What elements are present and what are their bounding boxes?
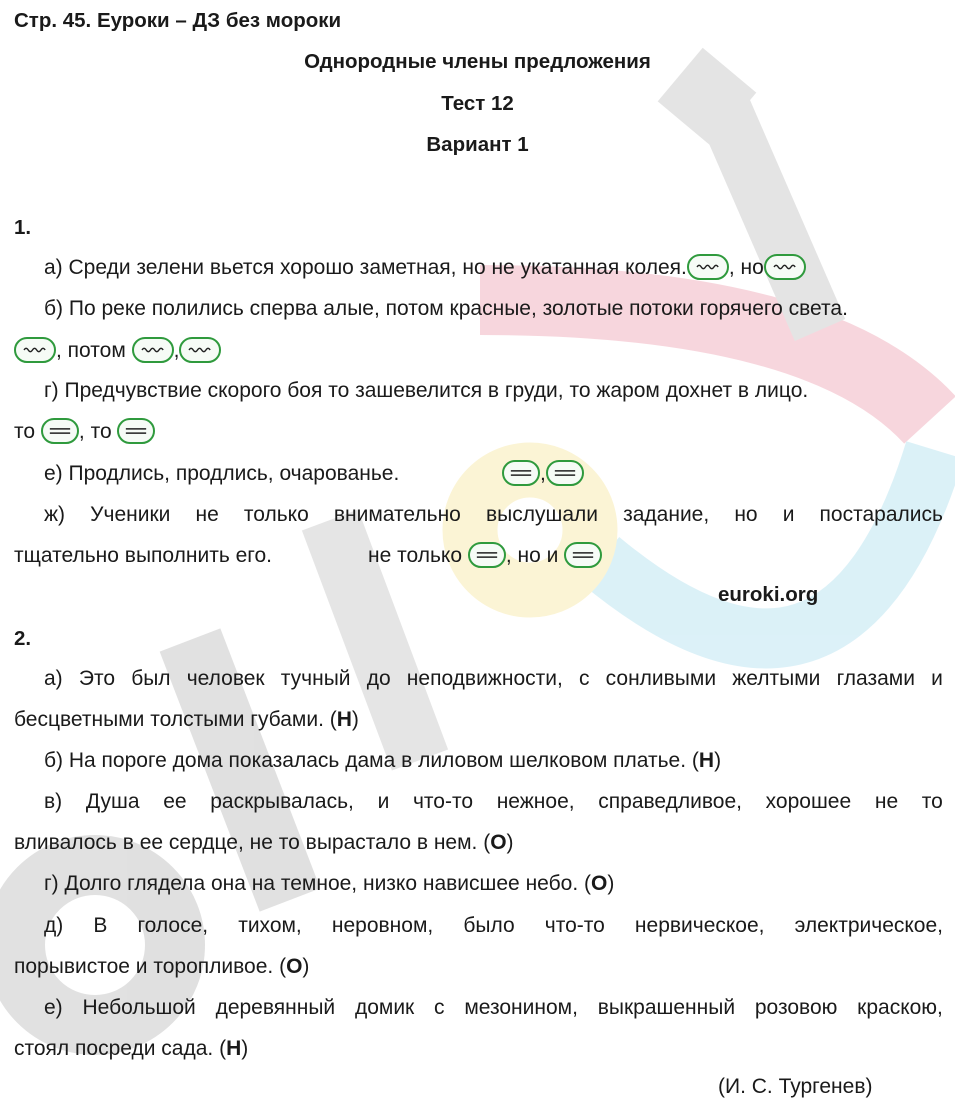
predicate-wavy-badge bbox=[14, 337, 56, 363]
task-1-a-line bbox=[44, 254, 806, 282]
site-link[interactable]: euroki.org bbox=[718, 583, 819, 606]
page-header: Стр. 45. Еуроки – ДЗ без мороки bbox=[14, 9, 342, 32]
predicate-double-line-badge bbox=[117, 418, 155, 444]
task-1-zh-pre: не только bbox=[368, 544, 463, 567]
task-1-g-pre: то bbox=[14, 420, 36, 443]
task-2-e-text: стоял посреди сада. ( bbox=[14, 1037, 227, 1060]
task-1-b-sep1: , потом bbox=[56, 339, 126, 362]
predicate-double-line-badge bbox=[468, 542, 506, 568]
predicate-wavy-badge bbox=[132, 337, 174, 363]
predicate-wavy-badge bbox=[764, 254, 806, 280]
close-paren: ) bbox=[351, 708, 359, 731]
topic-title: Однородные члены предложения bbox=[304, 50, 651, 73]
task-2-d-line-2 bbox=[14, 953, 309, 981]
task-2-a-answer: Н bbox=[336, 708, 352, 731]
predicate-wavy-badge bbox=[687, 254, 729, 280]
predicate-wavy-badge bbox=[179, 337, 221, 363]
task-2-b-answer: Н bbox=[698, 749, 715, 772]
task-2-v-answer: О bbox=[490, 831, 507, 854]
task-1-zh-sep: , но и bbox=[505, 544, 559, 567]
task-2-g-line bbox=[44, 870, 614, 898]
task-2-v-text: вливалось в ее сердце, не то вырастало в нем. ( bbox=[14, 831, 491, 854]
task-1-b-line: б) По реке полились сперва алые, потом красные, золотые потоки горячего света. bbox=[44, 297, 848, 320]
task-2-e-line-1: е) Небольшой деревянный домик с мезонином, выкрашенный розовою краскою, bbox=[44, 996, 943, 1019]
task-1-zh-answer bbox=[368, 542, 602, 570]
test-title: Тест 12 bbox=[441, 92, 514, 115]
task-2-b-text: б) На пороге дома показалась дама в лиловом шелковом платье. ( bbox=[44, 749, 699, 772]
task-1-a-text: а) Среди зелени вьется хорошо заметная, но не укатанная колея. bbox=[44, 256, 687, 279]
task-1-e-sep: , bbox=[540, 462, 546, 485]
close-paren: ) bbox=[607, 872, 615, 895]
task-1-zh-line: ж) Ученики не только внимательно выслушали задание, но и постарались bbox=[44, 503, 943, 526]
task-2-b-line bbox=[44, 747, 721, 775]
task-1-b-line-2 bbox=[14, 337, 221, 365]
task-2-number: 2. bbox=[14, 627, 32, 650]
predicate-double-line-badge bbox=[502, 460, 540, 486]
predicate-double-line-badge bbox=[546, 460, 584, 486]
task-1-e-answer bbox=[502, 460, 584, 488]
task-2-g-text: г) Долго глядела она на темное, низко нависшее небо. ( bbox=[44, 872, 591, 895]
task-1-g-line: г) Предчувствие скорого боя то зашевелится в груди, то жаром дохнет в лицо. bbox=[44, 379, 809, 402]
predicate-double-line-badge bbox=[564, 542, 602, 568]
author-attribution: (И. С. Тургенев) bbox=[718, 1075, 873, 1098]
task-2-e-answer: Н bbox=[226, 1037, 242, 1060]
task-2-a-text: бесцветными толстыми губами. ( bbox=[14, 708, 337, 731]
close-paren: ) bbox=[714, 749, 722, 772]
task-1-b-sep2: , bbox=[173, 339, 180, 362]
close-paren: ) bbox=[302, 955, 310, 978]
task-2-e-line-2 bbox=[14, 1035, 248, 1063]
task-1-g-line-2 bbox=[14, 418, 155, 446]
task-1-e-line: е) Продлись, продлись, очарованье. bbox=[44, 462, 400, 485]
task-1-zh-line-2: тщательно выполнить его. bbox=[14, 544, 272, 567]
close-paren: ) bbox=[506, 831, 514, 854]
task-2-d-text: порывистое и торопливое. ( bbox=[14, 955, 287, 978]
task-2-v-line-2 bbox=[14, 829, 514, 857]
task-1-number: 1. bbox=[14, 216, 32, 239]
task-1-g-sep: , то bbox=[78, 420, 112, 443]
task-2-g-answer: О bbox=[590, 872, 608, 895]
task-2-d-answer: О bbox=[286, 955, 303, 978]
variant-title: Вариант 1 bbox=[426, 133, 529, 156]
task-2-v-line-1: в) Душа ее раскрывалась, и что-то нежное, справедливое, хорошее не то bbox=[44, 790, 943, 813]
task-2-d-line-1: д) В голосе, тихом, неровном, было что-то нервическое, электрическое, bbox=[44, 914, 943, 937]
task-2-a-line-1: а) Это был человек тучный до неподвижности, с сонливыми желтыми глазами и bbox=[44, 667, 943, 690]
close-paren: ) bbox=[241, 1037, 249, 1060]
predicate-double-line-badge bbox=[41, 418, 79, 444]
task-2-a-line-2 bbox=[14, 706, 359, 734]
task-1-a-sep: , но bbox=[728, 256, 764, 279]
